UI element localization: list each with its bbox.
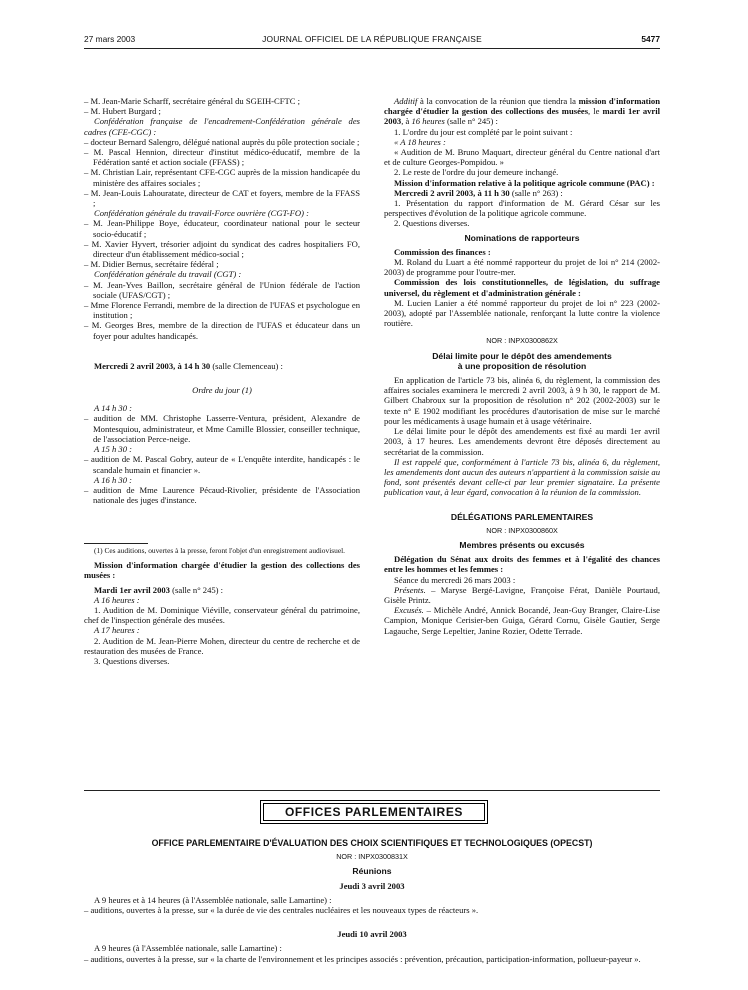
delegation-heading: Délégation du Sénat aux droits des femmes et à l'égalité des chances entre les hommes et les femmes : — [384, 554, 660, 575]
paragraph: A 9 heures (à l'Assemblée nationale, salle Lamartine) : — [94, 943, 282, 954]
mission-heading: Mission d'information relative à la politique agricole commune (PAC) : — [394, 177, 655, 188]
meeting-date — [84, 361, 360, 371]
list-item: – docteur Bernard Salengro, délégué national auprès du pôle protection sociale ; — [84, 136, 360, 147]
nor-reference: NOR : INPX0300860X — [486, 525, 558, 535]
offices-box — [260, 800, 488, 824]
list-item: – M. Hubert Burgard ; — [84, 106, 161, 117]
addendum-paragraph — [384, 96, 660, 127]
paragraph: En application de l'article 73 bis, alinéa 6, du règlement, la commission des affaires sociales examinera le mercredi 2 avril 2003, à 9 h 30, le rapport de M. Gilbert Chabroux sur la proposition de résolution n° 202 (2002-2003) sur le texte n° E 1902 modifiant les procédures d'autorisation de mise sur le marché pour les médicaments à usage humain et à usage vétérinaire. — [384, 375, 660, 426]
paragraph: A 9 heures et à 14 heures (à l'Assemblée nationale, salle Lamartine) : — [94, 894, 332, 905]
list-item: – M. Didier Bernus, secrétaire fédéral ; — [84, 259, 219, 270]
agenda-item: « Audition de M. Bruno Maquart, directeur général du Centre national d'art et de culture Georges-Pompidou. » — [384, 147, 660, 168]
list-item: – Mme Florence Ferrandi, membre de la direction de l'UFAS et psychologue en institution ; — [84, 300, 360, 321]
paragraph: M. Roland du Luart a été nommé rapporteur du projet de loi n° 214 (2002-2003) de programme pour l'outre-mer. — [384, 257, 660, 278]
time-label: A 16 heures : — [94, 594, 140, 605]
agenda-item: 2. Audition de M. Jean-Pierre Mohen, directeur du centre de recherche et de restauration des musées de France. — [84, 635, 360, 656]
meeting-date — [84, 585, 360, 595]
meeting-date-bold: mardi 1er avril 2003 — [384, 106, 661, 127]
list-item: – M. Xavier Hyvert, trésorier adjoint du syndicat des cadres hospitaliers FO, directeur d'un établissement médico-social ; — [84, 238, 360, 260]
section-rule — [84, 790, 660, 791]
list-item: – audition de M. Pascal Gobry, auteur de « L'enquête interdite, handicapés : le scandale humain et financier ». — [84, 454, 360, 475]
meeting-room: (salle Clemenceau) : — [210, 360, 283, 371]
text-span: (salle n° 245) : — [444, 116, 498, 127]
agenda-item: 2. Le reste de l'ordre du jour demeure inchangé. — [394, 167, 559, 178]
meeting-room: (salle n° 245) : — [169, 584, 224, 595]
left-column — [84, 96, 360, 666]
page-header — [84, 34, 660, 46]
agenda-item: 3. Questions diverses. — [94, 655, 170, 666]
text-span: , à — [401, 116, 412, 127]
excused-names: – Michèle André, Annick Bocandé, Jean-Guy Branger, Claire-Lise Campion, Monique Cerisier-ben Guiga, Gérard Cornu, Gisèle Gautier, Serge Lagauche, Serge Lepeltier, Janine Rozier, Odette Terrade. — [384, 605, 660, 636]
commission-heading: Commission des finances : — [394, 246, 491, 257]
addendum-label: Additif — [394, 96, 418, 106]
time-label: A 16 h 30 : — [94, 474, 133, 485]
journal-title: JOURNAL OFFICIEL DE LA RÉPUBLIQUE FRANÇAISE — [262, 34, 482, 44]
opecst-section — [84, 838, 660, 964]
meeting-date: Jeudi 3 avril 2003 — [339, 880, 405, 891]
time-label: 16 heures — [411, 116, 445, 127]
attendance-present — [384, 585, 660, 605]
meeting-date: Jeudi 10 avril 2003 — [337, 929, 407, 940]
list-item: – M. Christian Lair, représentant CFE-CGC auprès de la mission handicapée du ministère des affaires sociales ; — [84, 167, 360, 188]
list-item: – M. Jean-Marie Scharff, secrétaire général du SGEIH-CFTC ; — [84, 96, 301, 106]
offices-title: OFFICES PARLEMENTAIRES — [263, 803, 485, 821]
time-label: A 15 h 30 : — [94, 444, 133, 455]
mission-name: mission d'information chargée d'étudier la gestion des collections des musées — [384, 96, 660, 117]
section-title: Nominations de rapporteurs — [464, 232, 580, 243]
list-item: – auditions, ouvertes à la presse, sur « la charte de l'environnement et les principes associés : prévention, précaution, participation-information, pollueur-payeur ». — [84, 953, 641, 964]
agenda-title: Ordre du jour (1) — [192, 385, 252, 396]
nor-reference: NOR : INPX0300831X — [336, 852, 408, 862]
agenda-item: 1. Audition de M. Dominique Viéville, conservateur général du patrimoine, chef de l'inspection générale des musées. — [84, 604, 360, 626]
excused-label: Excusés. — [394, 605, 424, 616]
paragraph: Séance du mercredi 26 mars 2003 : — [394, 574, 516, 585]
paragraph: Le délai limite pour le dépôt des amendements est fixé au mardi 1er avril 2003, à 17 heures. Les amendements devront être déposés directement au secrétariat de la commission. — [384, 426, 660, 457]
header-date: 27 mars 2003 — [84, 34, 136, 44]
paragraph: Il est rappelé que, conformément à l'article 73 bis, alinéa 6, du règlement, les amendements dont aucun des auteurs n'appartient à la commission saisie au fond, sont présentés devant celle-ci par leur premier signataire. La présente publication vaut, à leur égard, convocation à la réunion de la commission. — [384, 456, 660, 498]
time-label: A 14 h 30 : — [94, 403, 133, 414]
meeting-date-bold: Mercredi 2 avril 2003, à 14 h 30 — [94, 360, 211, 371]
section-title: à une proposition de résolution — [457, 360, 587, 371]
page-number: 5477 — [641, 34, 660, 44]
list-item: – M. Jean-Louis Lahouratate, directeur de CAT et foyers, membre de la FFASS ; — [84, 187, 360, 209]
mission-heading: Mission d'information chargée d'étudier la gestion des collections des musées : — [84, 560, 360, 581]
commission-heading: Commission des lois constitutionnelles, de législation, du suffrage universel, du règlement et d'administration générale : — [384, 277, 660, 298]
org-heading: Confédération française de l'encadrement-Confédération générale des cadres (CFE-CGC) : — [84, 116, 360, 137]
meeting-room: (salle n° 263) : — [509, 187, 563, 198]
meeting-date-bold: Mercredi 2 avril 2003, à 11 h 30 — [394, 187, 510, 198]
list-item: – M. Jean-Philippe Boye, éducateur, coordinateur national pour le secteur socio-éducatif ; — [84, 218, 360, 239]
attendance-excused — [384, 605, 660, 636]
text-span: à la convocation de la réunion que tiendra la — [417, 96, 579, 106]
text-span: , le — [588, 106, 603, 117]
right-column — [384, 96, 660, 636]
list-item: – audition de Mme Laurence Pécaud-Rivolier, présidente de l'Association nationale des juges d'instance. — [84, 484, 360, 506]
opecst-title: OFFICE PARLEMENTAIRE D'ÉVALUATION DES CHOIX SCIENTIFIQUES ET TECHNOLOGIQUES (OPECST) — [151, 838, 593, 848]
section-title: Délai limite pour le dépôt des amendements — [432, 350, 612, 361]
nor-reference: NOR : INPX0300862X — [486, 336, 558, 346]
list-item: – M. Georges Bres, membre de la direction de l'UFAS et éducateur dans un foyer pour adultes handicapés. — [84, 320, 360, 341]
present-names: – Maryse Bergé-Lavigne, Françoise Férat, Danièle Pourtaud, Gisèle Printz. — [384, 584, 660, 605]
section-title: Membres présents ou excusés — [459, 539, 585, 550]
header-rule — [84, 48, 660, 49]
org-heading: Confédération générale du travail-Force ouvrière (CGT-FO) : — [94, 208, 309, 219]
meeting-date-bold: Mardi 1er avril 2003 — [94, 584, 170, 595]
agenda-item: 2. Questions diverses. — [394, 218, 470, 229]
time-label: « A 18 heures : — [394, 136, 446, 147]
meeting-date — [384, 188, 660, 198]
list-item: – M. Jean-Yves Baillon, secrétaire général de l'Union fédérale de l'action sociale (UFAS/CGT) ; — [84, 279, 360, 300]
section-title: DÉLÉGATIONS PARLEMENTAIRES — [450, 511, 594, 522]
section-title: Réunions — [352, 866, 392, 877]
footnote-rule — [84, 543, 148, 544]
agenda-item: 1. Présentation du rapport d'information de M. Gérard César sur les perspectives d'évolution de la politique agricole commune. — [384, 198, 660, 219]
time-label: A 17 heures : — [94, 625, 140, 636]
footnote: (1) Ces auditions, ouvertes à la presse, feront l'objet d'un enregistrement audiovisuel. — [94, 546, 346, 556]
paragraph: M. Lucien Lanier a été nommé rapporteur du projet de loi n° 223 (2002-2003), adopté par l'Assemblée nationale, renforçant la lutte contre la violence routière. — [384, 297, 660, 329]
org-heading: Confédération générale du travail (CGT) : — [94, 269, 242, 280]
present-label: Présents. — [394, 584, 426, 595]
list-item: – M. Pascal Hennion, directeur d'institut médico-éducatif, membre de la Fédération santé et action sociale (FFASS) ; — [84, 147, 360, 168]
list-item: – auditions, ouvertes à la presse, sur « la durée de vie des centrales nucléaires et les nouveaux types de réacteurs ». — [84, 905, 479, 916]
list-item: – audition de MM. Christophe Lasserre-Ventura, président, Alexandre de Montesquiou, administrateur, et Mme Camille Blossier, conseiller technique, de l'association Perce-neige. — [84, 413, 360, 444]
agenda-item: 1. L'ordre du jour est complété par le point suivant : — [394, 126, 573, 137]
